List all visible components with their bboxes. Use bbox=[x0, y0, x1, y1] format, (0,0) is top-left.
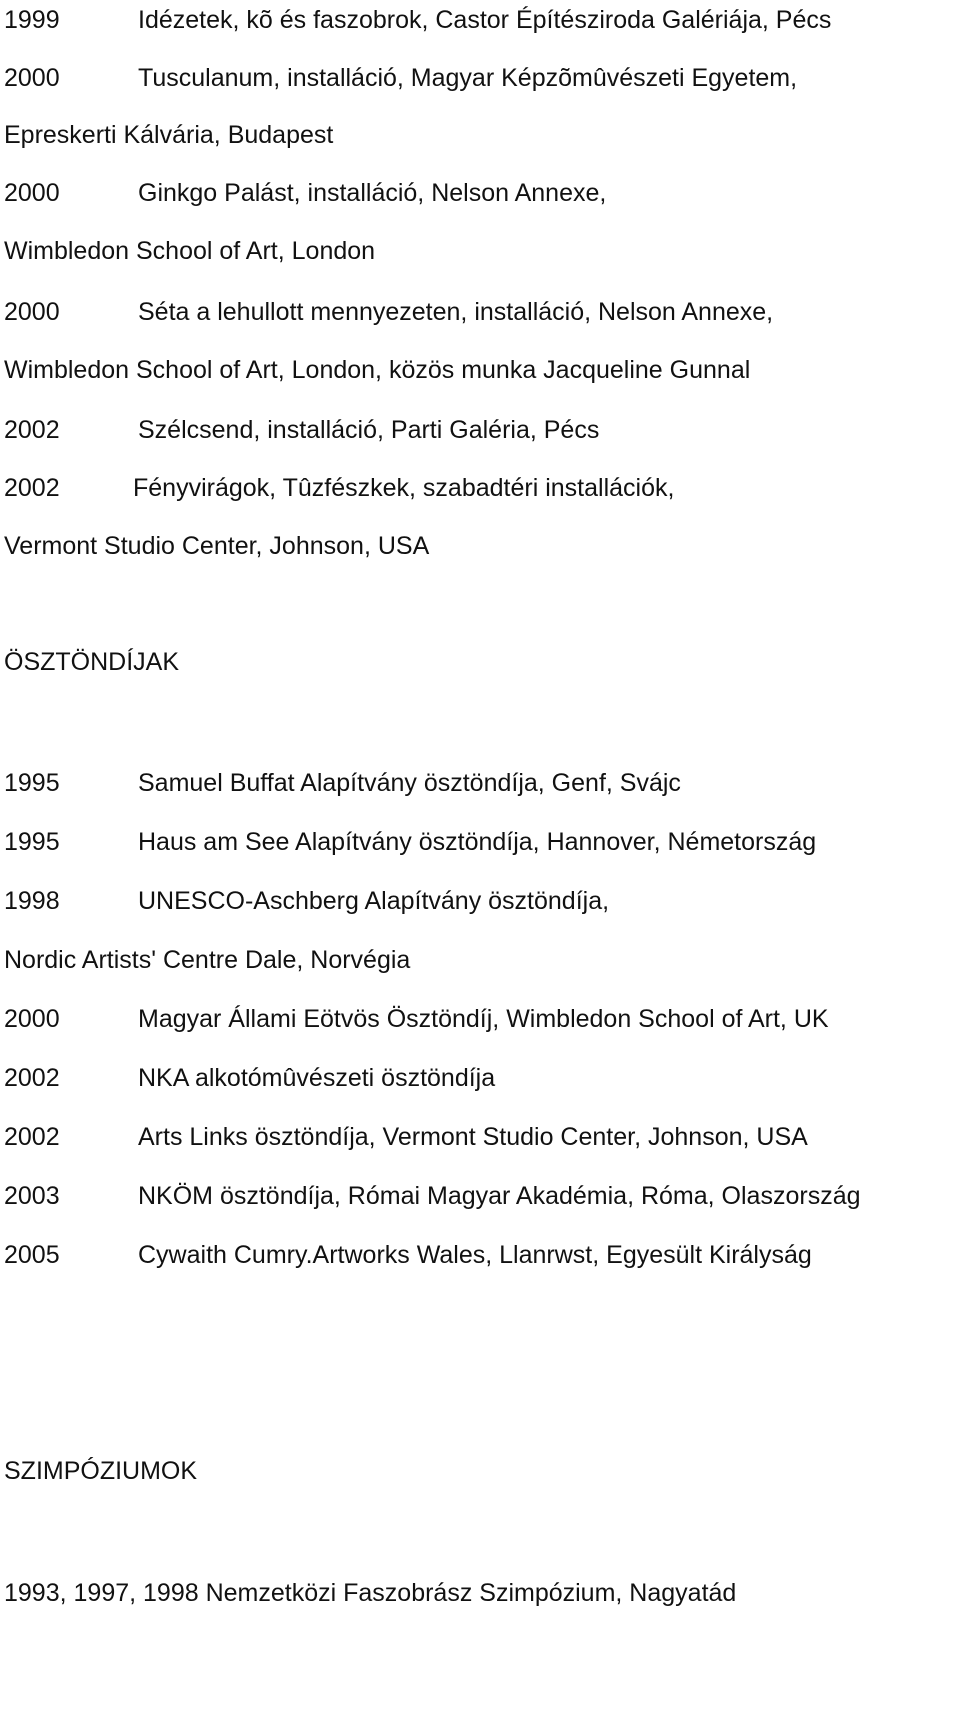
entry-year: 1998 bbox=[4, 887, 60, 915]
scholarship-entry bbox=[4, 1240, 812, 1270]
entry-text: Haus am See Alapítvány ösztöndíja, Hannover, Németország bbox=[138, 828, 817, 856]
entry-year: 2002 bbox=[4, 1123, 60, 1151]
entry-year: 2005 bbox=[4, 1241, 60, 1269]
entry-year: 2003 bbox=[4, 1182, 60, 1210]
scholarship-entry bbox=[4, 1181, 861, 1211]
entry-text: NKÖM ösztöndíja, Római Magyar Akadémia, Róma, Olaszország bbox=[138, 1182, 861, 1210]
entry-year: 2002 bbox=[4, 474, 60, 502]
entry-text: Séta a lehullott mennyezeten, installáció, Nelson Annexe, bbox=[138, 298, 774, 326]
scholarship-entry bbox=[4, 827, 817, 857]
entry-text: NKA alkotómûvészeti ösztöndíja bbox=[138, 1064, 496, 1092]
entry-text: Szélcsend, installáció, Parti Galéria, Pécs bbox=[138, 416, 600, 444]
entry-year: 1995 bbox=[4, 828, 60, 856]
scholarship-entry bbox=[4, 1004, 829, 1034]
entry-year: 1995 bbox=[4, 769, 60, 797]
entry-text: Tusculanum, installáció, Magyar Képzõmûvészeti Egyetem, bbox=[138, 64, 798, 92]
scholarship-entry bbox=[4, 768, 681, 798]
entry-year: 2002 bbox=[4, 416, 60, 444]
exhibition-entry bbox=[4, 415, 600, 445]
exhibition-entry bbox=[4, 178, 607, 208]
exhibition-entry bbox=[4, 297, 774, 327]
scholarship-entry bbox=[4, 886, 610, 916]
entry-year: 2000 bbox=[4, 179, 60, 207]
entry-year: 2000 bbox=[4, 1005, 60, 1033]
entry-text: 1993, 1997, 1998 Nemzetközi Faszobrász Szimpózium, Nagyatád bbox=[4, 1579, 737, 1607]
symposium-entry bbox=[4, 1578, 736, 1608]
symposia-heading: SZIMPÓZIUMOK bbox=[4, 1457, 198, 1485]
entry-text: Wimbledon School of Art, London, közös munka Jacqueline Gunnal bbox=[4, 356, 751, 384]
scholarship-entry bbox=[4, 1063, 496, 1093]
entry-text: Fényvirágok, Tûzfészkek, szabadtéri installációk, bbox=[133, 474, 675, 502]
entry-text: Vermont Studio Center, Johnson, USA bbox=[4, 532, 430, 560]
entry-text: Wimbledon School of Art, London bbox=[4, 237, 376, 265]
entry-year: 2000 bbox=[4, 298, 60, 326]
entry-text: Ginkgo Palást, installáció, Nelson Annexe, bbox=[138, 179, 607, 207]
entry-year: 2000 bbox=[4, 64, 60, 92]
exhibition-entry bbox=[4, 5, 832, 35]
exhibition-entry bbox=[4, 473, 675, 503]
entry-text: Epreskerti Kálvária, Budapest bbox=[4, 121, 334, 149]
exhibition-entry bbox=[4, 63, 798, 93]
entry-year: 2002 bbox=[4, 1064, 60, 1092]
scholarship-entry bbox=[4, 1122, 808, 1152]
entry-text: Cywaith Cumry.Artworks Wales, Llanrwst, Egyesült Királyság bbox=[138, 1241, 812, 1269]
entry-text: UNESCO-Aschberg Alapítvány ösztöndíja, bbox=[138, 887, 610, 915]
entry-text: Magyar Állami Eötvös Ösztöndíj, Wimbledon School of Art, UK bbox=[138, 1005, 829, 1033]
entry-year: 1999 bbox=[4, 6, 60, 34]
scholarships-heading: ÖSZTÖNDÍJAK bbox=[4, 648, 180, 676]
entry-text: Arts Links ösztöndíja, Vermont Studio Center, Johnson, USA bbox=[138, 1123, 808, 1151]
entry-text: Nordic Artists' Centre Dale, Norvégia bbox=[4, 946, 411, 974]
entry-text: Samuel Buffat Alapítvány ösztöndíja, Genf, Svájc bbox=[138, 769, 681, 797]
entry-text: Idézetek, kõ és faszobrok, Castor Építésziroda Galériája, Pécs bbox=[138, 6, 832, 34]
